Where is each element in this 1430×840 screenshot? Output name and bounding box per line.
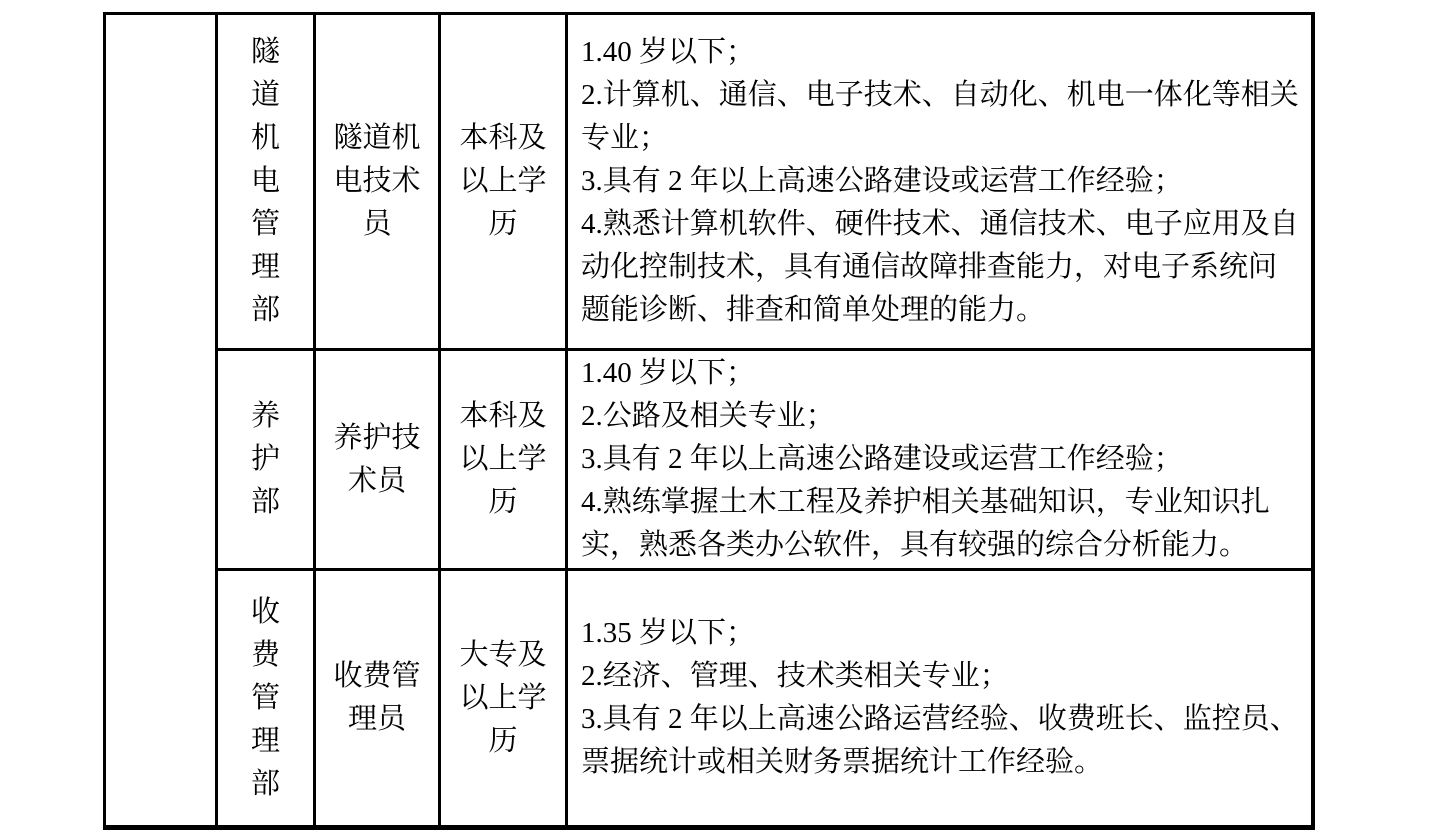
- requirement-line: 2.公路及相关专业；: [581, 400, 835, 432]
- requirement-line: 4.熟练掌握土木工程及养护相关基础知识，专业知识扎实，熟悉各类办公软件，具有较强的综合分析能力。: [581, 486, 1270, 561]
- position-cell: [316, 15, 441, 351]
- department-cell: [218, 15, 316, 351]
- education-label: 本科及以上学历: [459, 122, 547, 240]
- position-cell: [316, 351, 441, 571]
- position-label: 收费管理员: [333, 660, 421, 735]
- requirement-line: 1.40 岁以下；: [581, 357, 756, 389]
- requirement-line: 1.35 岁以下；: [581, 617, 756, 649]
- requirements-cell: [568, 351, 1311, 571]
- position-label: 隧道机电技术员: [333, 122, 421, 240]
- requirement-line: 4.熟悉计算机软件、硬件技术、通信技术、电子应用及自动化控制技术，具有通信故障排查能力，对电子系统问题能诊断、排查和简单处理的能力。: [581, 208, 1299, 326]
- education-cell: [441, 15, 568, 351]
- position-cell: [316, 571, 441, 825]
- education-label: 本科及以上学历: [459, 400, 547, 518]
- requirement-line: 1.40 岁以下；: [581, 36, 756, 68]
- department-label: 收费管理部: [251, 595, 281, 800]
- position-label: 养护技术员: [333, 421, 421, 497]
- department-cell: [218, 571, 316, 825]
- department-label: 养护部: [251, 400, 281, 518]
- requirement-line: 3.具有 2 年以上高速公路建设或运营工作经验；: [581, 165, 1183, 197]
- education-cell: [441, 571, 568, 825]
- requirement-line: 3.具有 2 年以上高速公路建设或运营工作经验；: [581, 443, 1183, 475]
- requirements-cell: [568, 15, 1311, 351]
- merged-left-cell: [106, 15, 218, 825]
- requirement-line: 2.计算机、通信、电子技术、自动化、机电一体化等相关专业；: [581, 79, 1299, 154]
- recruitment-table: [103, 12, 1315, 830]
- requirement-line: 2.经济、管理、技术类相关专业；: [581, 660, 1009, 692]
- requirements-cell: [568, 571, 1311, 825]
- requirement-line: 3.具有 2 年以上高速公路运营经验、收费班长、监控员、票据统计或相关财务票据统计工作经验。: [581, 703, 1299, 778]
- education-label: 大专及以上学历: [459, 638, 547, 757]
- department-label: 隧道机电管理部: [251, 36, 281, 326]
- department-cell: [218, 351, 316, 571]
- education-cell: [441, 351, 568, 571]
